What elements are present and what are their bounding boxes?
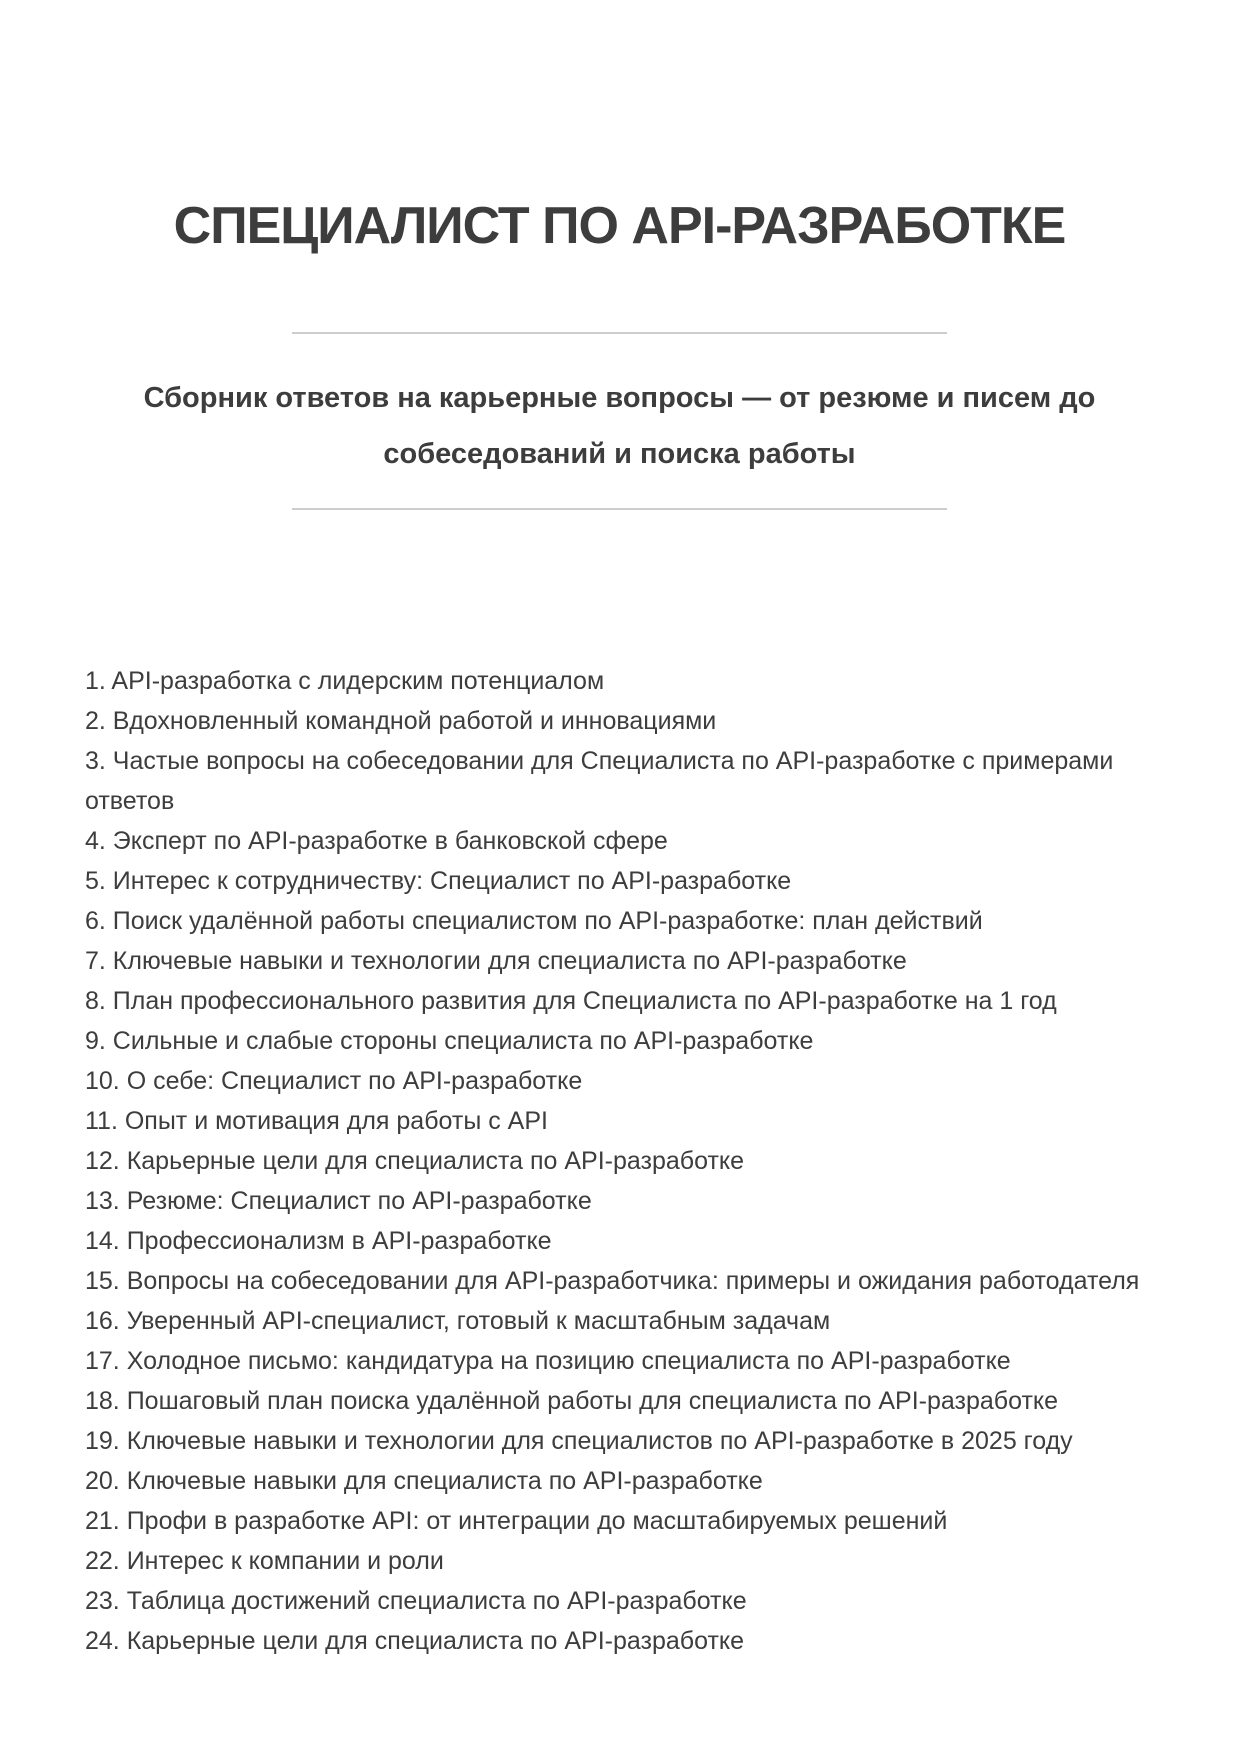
- toc-item: 20. Ключевые навыки для специалиста по API-разработке: [85, 1467, 763, 1495]
- toc-item: 14. Профессионализм в API-разработке: [85, 1227, 552, 1255]
- toc-item: 12. Карьерные цели для специалиста по API-разработке: [85, 1147, 745, 1175]
- toc-item: 18. Пошаговый план поиска удалённой работы для специалиста по API-разработке: [85, 1387, 1059, 1415]
- toc-item: 22. Интерес к компании и роли: [85, 1547, 444, 1575]
- toc-item: 9. Сильные и слабые стороны специалиста по API-разработке: [85, 1027, 814, 1055]
- toc-item: 3. Частые вопросы на собеседовании для Специалиста по API-разработке с примерами ответов: [85, 747, 1114, 815]
- toc-item: 6. Поиск удалённой работы специалистом по API-разработке: план действий: [85, 907, 983, 935]
- toc-item: 5. Интерес к сотрудничеству: Специалист по API-разработке: [85, 867, 792, 895]
- toc-item: 2. Вдохновленный командной работой и инновациями: [85, 707, 717, 735]
- toc-item: 17. Холодное письмо: кандидатура на позицию специалиста по API-разработке: [85, 1347, 1011, 1375]
- toc-item: 24. Карьерные цели для специалиста по API-разработке: [85, 1627, 745, 1655]
- toc-item: 11. Опыт и мотивация для работы с API: [85, 1107, 548, 1135]
- toc-item: 21. Профи в разработке API: от интеграции до масштабируемых решений: [85, 1507, 948, 1535]
- toc-item: 23. Таблица достижений специалиста по API-разработке: [85, 1587, 747, 1615]
- toc-item: 16. Уверенный API-специалист, готовый к масштабным задачам: [85, 1307, 831, 1335]
- toc-item: 7. Ключевые навыки и технологии для специалиста по API-разработке: [85, 947, 907, 975]
- document-subtitle: Сборник ответов на карьерные вопросы — от резюме и писем до собеседований и поиска работы: [143, 382, 1096, 470]
- divider-bottom: [292, 508, 947, 510]
- toc-item: 13. Резюме: Специалист по API-разработке: [85, 1187, 592, 1215]
- toc-item: 4. Эксперт по API-разработке в банковской сфере: [85, 827, 668, 855]
- toc-item: 10. О себе: Специалист по API-разработке: [85, 1067, 583, 1095]
- toc-list: [0, 661, 1239, 1661]
- document-title: СПЕЦИАЛИСТ ПО API-РАЗРАБОТКЕ: [173, 197, 1066, 255]
- toc-item: 8. План профессионального развития для Специалиста по API-разработке на 1 год: [85, 987, 1057, 1015]
- toc-item: 19. Ключевые навыки и технологии для специалистов по API-разработке в 2025 году: [85, 1427, 1073, 1455]
- divider-top: [292, 332, 947, 334]
- toc-item: 1. API-разработка с лидерским потенциалом: [85, 667, 605, 695]
- toc-item: 15. Вопросы на собеседовании для API-разработчика: примеры и ожидания работодателя: [85, 1267, 1140, 1295]
